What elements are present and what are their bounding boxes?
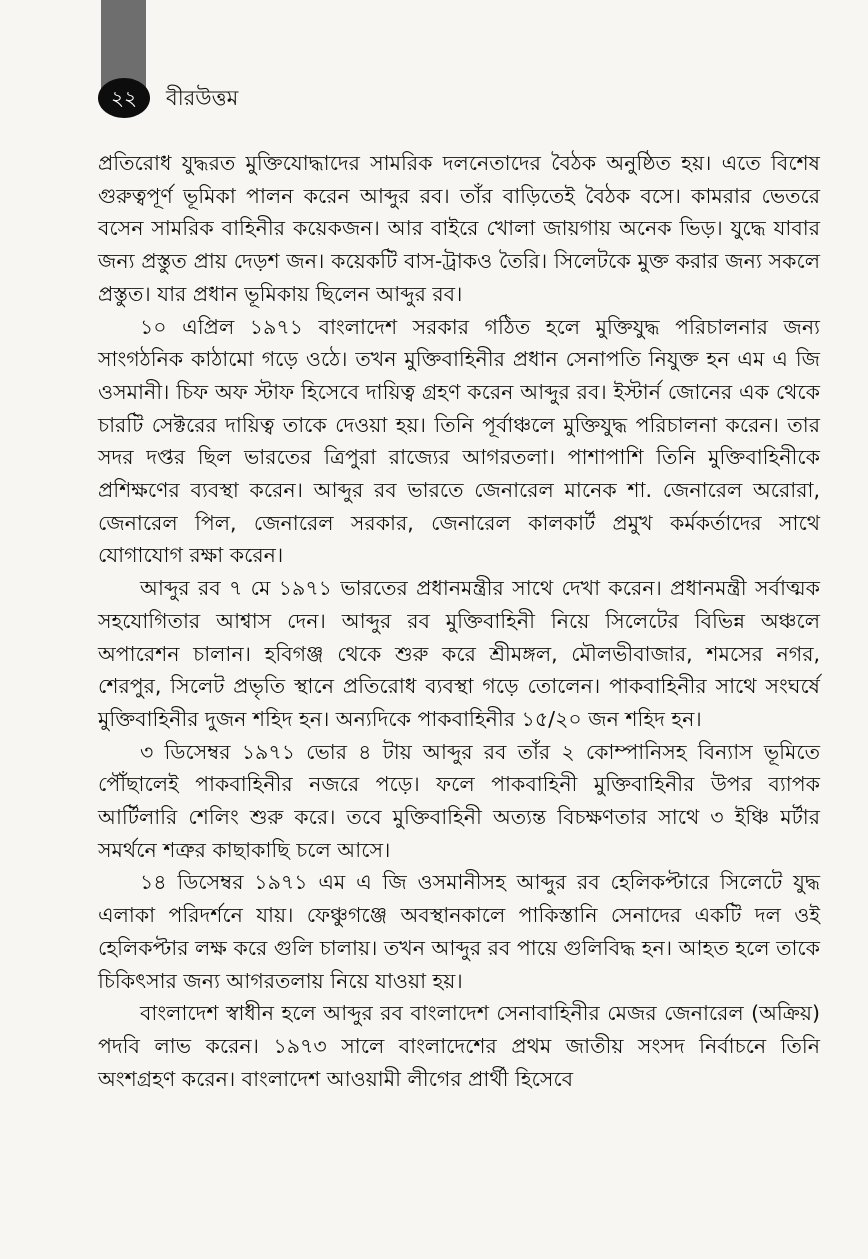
paragraph-4: ৩ ডিসেম্বর ১৯৭১ ভোর ৪ টায় আব্দুর রব তাঁর ২ কোম্পানিসহ বিন্যাস ভূমিতে পৌঁছালেই পাকবাহিনীর নজরে পড়ে। ফলে পাকবাহিনী মুক্তিবাহিনীর উপর ব্যাপক আর্টিলারি শেলিং শুরু করে। তবে মুক্তিবাহিনী অত্যন্ত বিচক্ষণতার সাথে ৩ ইঞ্চি মর্টার সমর্থনে শত্রুর কাছাকাছি চলে আসে। <box>98 739 820 862</box>
paragraph-2: ১০ এপ্রিল ১৯৭১ বাংলাদেশ সরকার গঠিত হলে মুক্তিযুদ্ধ পরিচালনার জন্য সাংগঠনিক কাঠামো গড়ে ওঠে। তখন মুক্তিবাহিনীর প্রধান সেনাপতি নিযুক্ত হন এম এ জি ওসমানী। চিফ অফ স্টাফ হিসেবে দায়িত্ব গ্রহণ করেন আব্দুর রব। ইস্টার্ন জোনের এক থেকে চারটি সেক্টরের দায়িত্ব তাকে দেওয়া হয়। তিনি পূর্বাঞ্চলে মুক্তিযুদ্ধ পরিচালনা করেন। তার সদর দপ্তর ছিল ভারতের ত্রিপুরা রাজ্যের আগরতলা। পাশাপাশি তিনি মুক্তিবাহিনীকে প্রশিক্ষণের ব্যবস্থা করেন। আব্দুর রব ভারতে জেনারেল মানেক শা. জেনারেল অরোরা, জেনারেল পিল, জেনারেল সরকার, জেনারেল কালকার্ট প্রমুখ কর্মকর্তাদের সাথে যোগাযোগ রক্ষা করেন। <box>98 314 820 568</box>
paragraph-5: ১৪ ডিসেম্বর ১৯৭১ এম এ জি ওসমানীসহ আব্দুর রব হেলিকপ্টারে সিলেটে যুদ্ধ এলাকা পরিদর্শনে যায়। ফেঞ্চুগঞ্জে অবস্থানকালে পাকিস্তানি সেনাদের একটি দল ওই হেলিকপ্টার লক্ষ করে গুলি চালায়। তখন আব্দুর রব পায়ে গুলিবিদ্ধ হন। আহত হলে তাকে চিকিৎসার জন্য আগরতলায় নিয়ে যাওয়া হয়। <box>98 870 820 993</box>
running-head-title: বীরউত্তম <box>166 86 239 110</box>
paragraph-3: আব্দুর রব ৭ মে ১৯৭১ ভারতের প্রধানমন্ত্রীর সাথে দেখা করেন। প্রধানমন্ত্রী সর্বাত্মক সহযোগিতার আশ্বাস দেন। আব্দুর রব মুক্তিবাহিনী নিয়ে সিলেটের বিভিন্ন অঞ্চলে অপারেশন চালান। হবিগঞ্জ থেকে শুরু করে শ্রীমঙ্গল, মৌলভীবাজার, শমসের নগর, শেরপুর, সিলেট প্রভৃতি স্থানে প্রতিরোধ ব্যবস্থা গড়ে তোলেন। পাকবাহিনীর সাথে সংঘর্ষে মুক্তিবাহিনীর দুজন শহিদ হন। অন্যদিকে পাকবাহিনীর ১৫/২০ জন শহিদ হন। <box>98 576 820 731</box>
body-text <box>98 147 820 1095</box>
paragraph-1: প্রতিরোধ যুদ্ধরত মুক্তিযোদ্ধাদের সামরিক দলনেতাদের বৈঠক অনুষ্ঠিত হয়। এতে বিশেষ গুরুত্বপূর্ণ ভূমিকা পালন করেন আব্দুর রব। তাঁর বাড়িতেই বৈঠক বসে। কামরার ভেতরে বসেন সামরিক বাহিনীর কয়েকজন। আর বাইরে খোলা জায়গায় অনেক ভিড়। যুদ্ধে যাবার জন্য প্রস্তুত প্রায় দেড়শ জন। কয়েকটি বাস-ট্রাকও তৈরি। সিলেটকে মুক্ত করার জন্য সকলে প্রস্তুত। যার প্রধান ভূমিকায় ছিলেন আব্দুর রব। <box>98 151 820 306</box>
paragraph-6: বাংলাদেশ স্বাধীন হলে আব্দুর রব বাংলাদেশ সেনাবাহিনীর মেজর জেনারেল (অক্রিয়) পদবি লাভ করেন। ১৯৭৩ সালে বাংলাদেশের প্রথম জাতীয় সংসদ নির্বাচনে তিনি অংশগ্রহণ করেন। বাংলাদেশ আওয়ামী লীগের প্রার্থী হিসেবে <box>98 1001 820 1091</box>
page-number-badge: ২২ <box>98 78 150 118</box>
